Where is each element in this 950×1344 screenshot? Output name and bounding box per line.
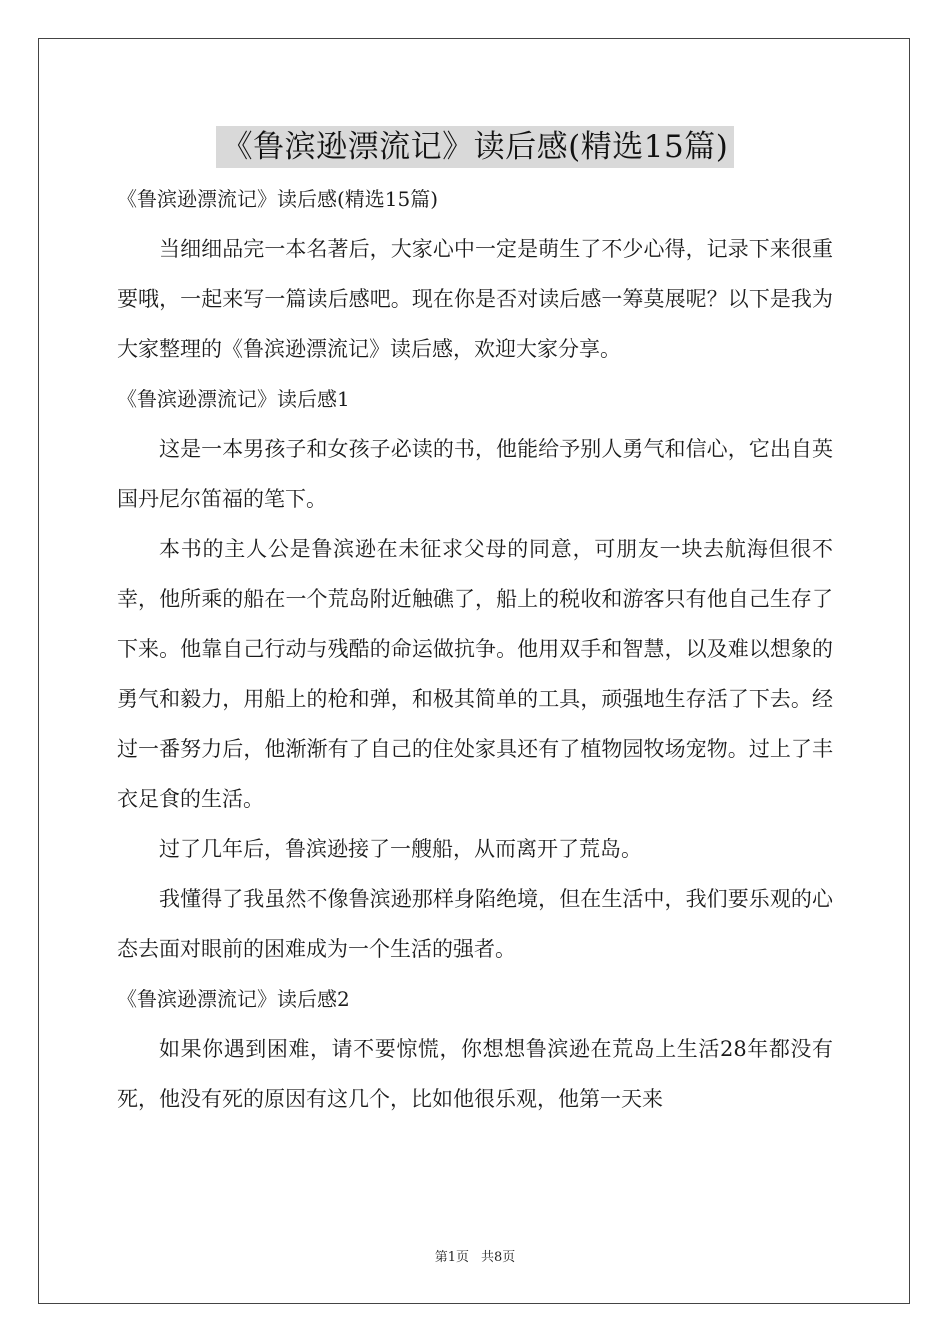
page-number: 第1页: [434, 1250, 469, 1265]
essay-2-heading: 《鲁滨逊漂流记》读后感2: [117, 987, 350, 1011]
essay-2-paragraph: 如果你遇到困难，请不要惊慌，你想想鲁滨逊在荒岛上生活28年都没有死，他没有死的原因有这几个，比如他很乐观，他第一天来: [117, 1037, 833, 1111]
essay-1-paragraph: 这是一本男孩子和女孩子必读的书，他能给予别人勇气和信心，它出自英国丹尼尔笛福的笔下。: [117, 437, 833, 511]
intro-paragraph: 当细细品完一本名著后，大家心中一定是萌生了不少心得，记录下来很重要哦，一起来写一篇读后感吧。现在你是否对读后感一筹莫展呢？以下是我为大家整理的《鲁滨逊漂流记》读后感，欢迎大家分享。: [117, 237, 833, 361]
essay-1-heading: 《鲁滨逊漂流记》读后感1: [117, 387, 350, 411]
document-subtitle: 《鲁滨逊漂流记》读后感(精选15篇): [117, 187, 439, 211]
document-body: [117, 174, 833, 1124]
title-container: [0, 126, 950, 168]
essay-1-paragraph: 本书的主人公是鲁滨逊在未征求父母的同意，可朋友一块去航海但很不幸，他所乘的船在一个荒岛附近触礁了，船上的税收和游客只有他自己生存了下来。他靠自己行动与残酷的命运做抗争。他用双手和智慧，以及难以想象的勇气和毅力，用船上的枪和弹，和极其简单的工具，顽强地生存活了下去。经过一番努力后，他渐渐有了自己的住处家具还有了植物园牧场宠物。过上了丰衣足食的生活。: [117, 537, 833, 811]
essay-1-paragraph: 我懂得了我虽然不像鲁滨逊那样身陷绝境，但在生活中，我们要乐观的心态去面对眼前的困难成为一个生活的强者。: [117, 887, 833, 961]
page-total: 共8页: [481, 1250, 516, 1265]
essay-1-paragraph: 过了几年后，鲁滨逊接了一艘船，从而离开了荒岛。: [159, 837, 642, 861]
page-footer: [0, 1246, 950, 1265]
document-title: 《鲁滨逊漂流记》读后感(精选15篇): [216, 126, 735, 168]
